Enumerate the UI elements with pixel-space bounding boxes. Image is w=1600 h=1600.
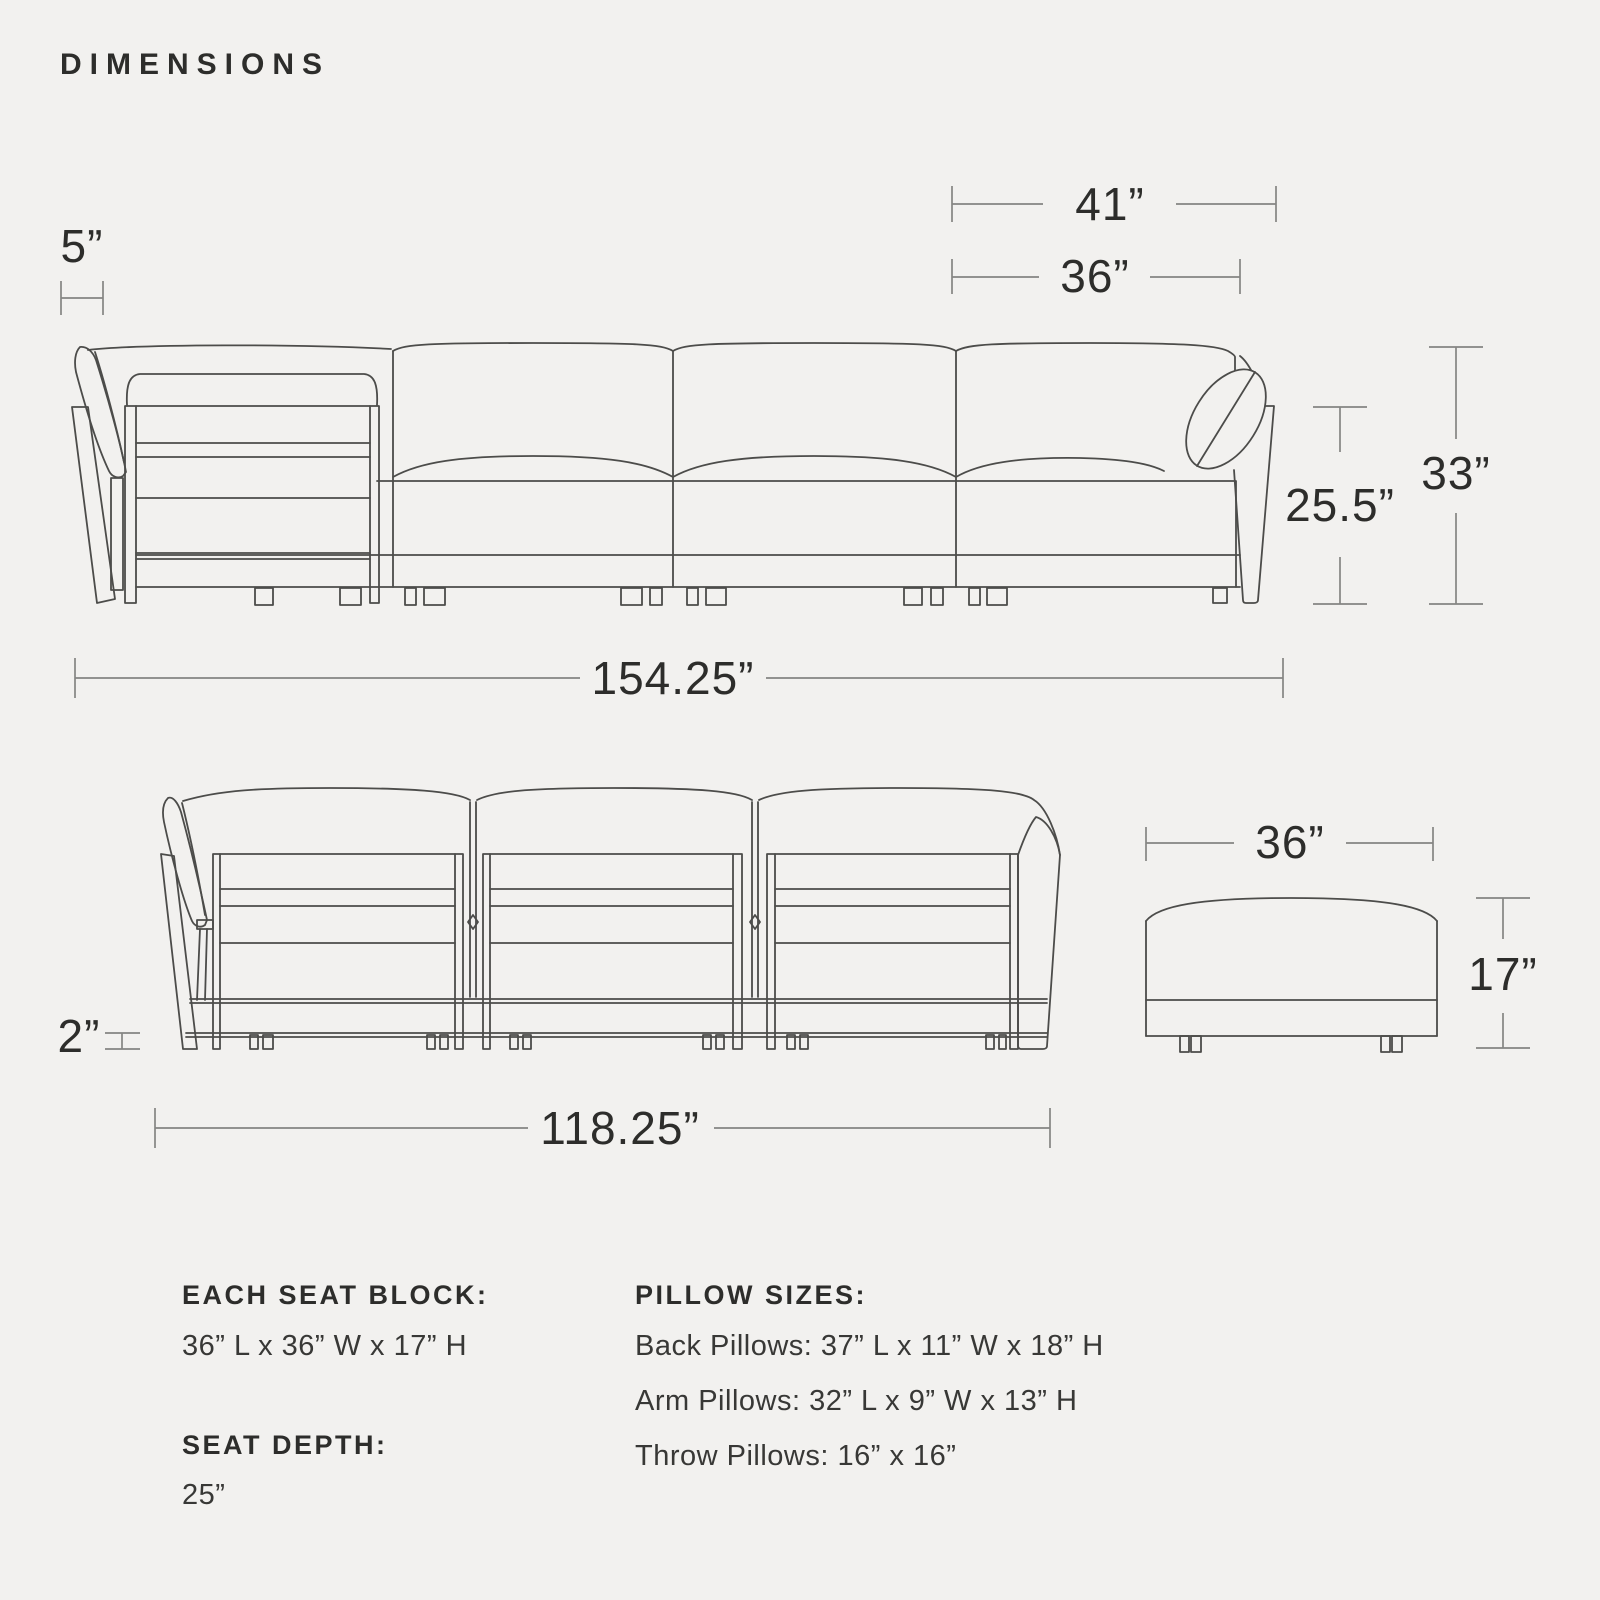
corner-module-back	[161, 798, 213, 1049]
pillow-size-arm: Arm Pillows: 32” L x 9” W x 13” H	[635, 1385, 1078, 1417]
dim-ottoman-height	[1468, 898, 1537, 1048]
dim-label-overall-height: 33”	[1421, 447, 1491, 499]
back-frames	[186, 854, 1047, 1049]
dim-label-arm-width: 5”	[60, 220, 104, 272]
dim-ottoman-width	[1146, 816, 1433, 868]
pillow-size-back: Back Pillows: 37” L x 11” W x 18” H	[635, 1330, 1104, 1362]
dim-label-arm-height: 25.5”	[1285, 479, 1395, 531]
seat-modules-front	[136, 343, 1240, 587]
seat-depth-value: 25”	[182, 1479, 226, 1511]
dim-label-back-overall-length: 118.25”	[540, 1102, 700, 1154]
dim-back-overall-length	[155, 1102, 1050, 1154]
pillow-size-throw: Throw Pillows: 16” x 16”	[635, 1440, 957, 1472]
back-view-drawing	[58, 788, 1060, 1154]
dim-end-seat-with-arm	[952, 178, 1276, 230]
seat-block-heading: EACH SEAT BLOCK:	[182, 1280, 489, 1310]
dim-label-overall-length: 154.25”	[591, 652, 755, 704]
right-arm-back	[1018, 817, 1060, 1049]
dim-overall-length	[75, 652, 1283, 704]
ottoman-body	[1146, 898, 1437, 1036]
dim-label-seat-width: 36”	[1060, 250, 1130, 302]
dim-arm-height	[1285, 407, 1395, 604]
dim-arm-width	[61, 220, 104, 315]
dim-label-end-seat-with-arm: 41”	[1075, 178, 1145, 230]
seat-block-value: 36” L x 36” W x 17” H	[182, 1330, 468, 1362]
seat-depth-heading: SEAT DEPTH:	[182, 1430, 388, 1460]
dim-label-ottoman-width: 36”	[1255, 816, 1325, 868]
ottoman-feet	[1180, 1036, 1402, 1052]
dim-overall-height	[1421, 347, 1490, 604]
corner-module-front	[72, 345, 391, 603]
bolster-pillow	[1170, 355, 1283, 482]
front-view-feet	[255, 588, 1227, 605]
dim-seat-width	[952, 250, 1240, 302]
dim-label-base-height: 2”	[57, 1010, 101, 1062]
dim-base-height	[58, 1010, 140, 1062]
front-view-drawing	[61, 178, 1491, 704]
page-title: DIMENSIONS	[60, 48, 331, 81]
pillow-sizes-heading: PILLOW SIZES:	[635, 1280, 867, 1310]
ottoman-drawing	[1146, 816, 1538, 1052]
dim-label-ottoman-height: 17”	[1468, 948, 1538, 1000]
back-cushion-tops	[183, 788, 1060, 997]
